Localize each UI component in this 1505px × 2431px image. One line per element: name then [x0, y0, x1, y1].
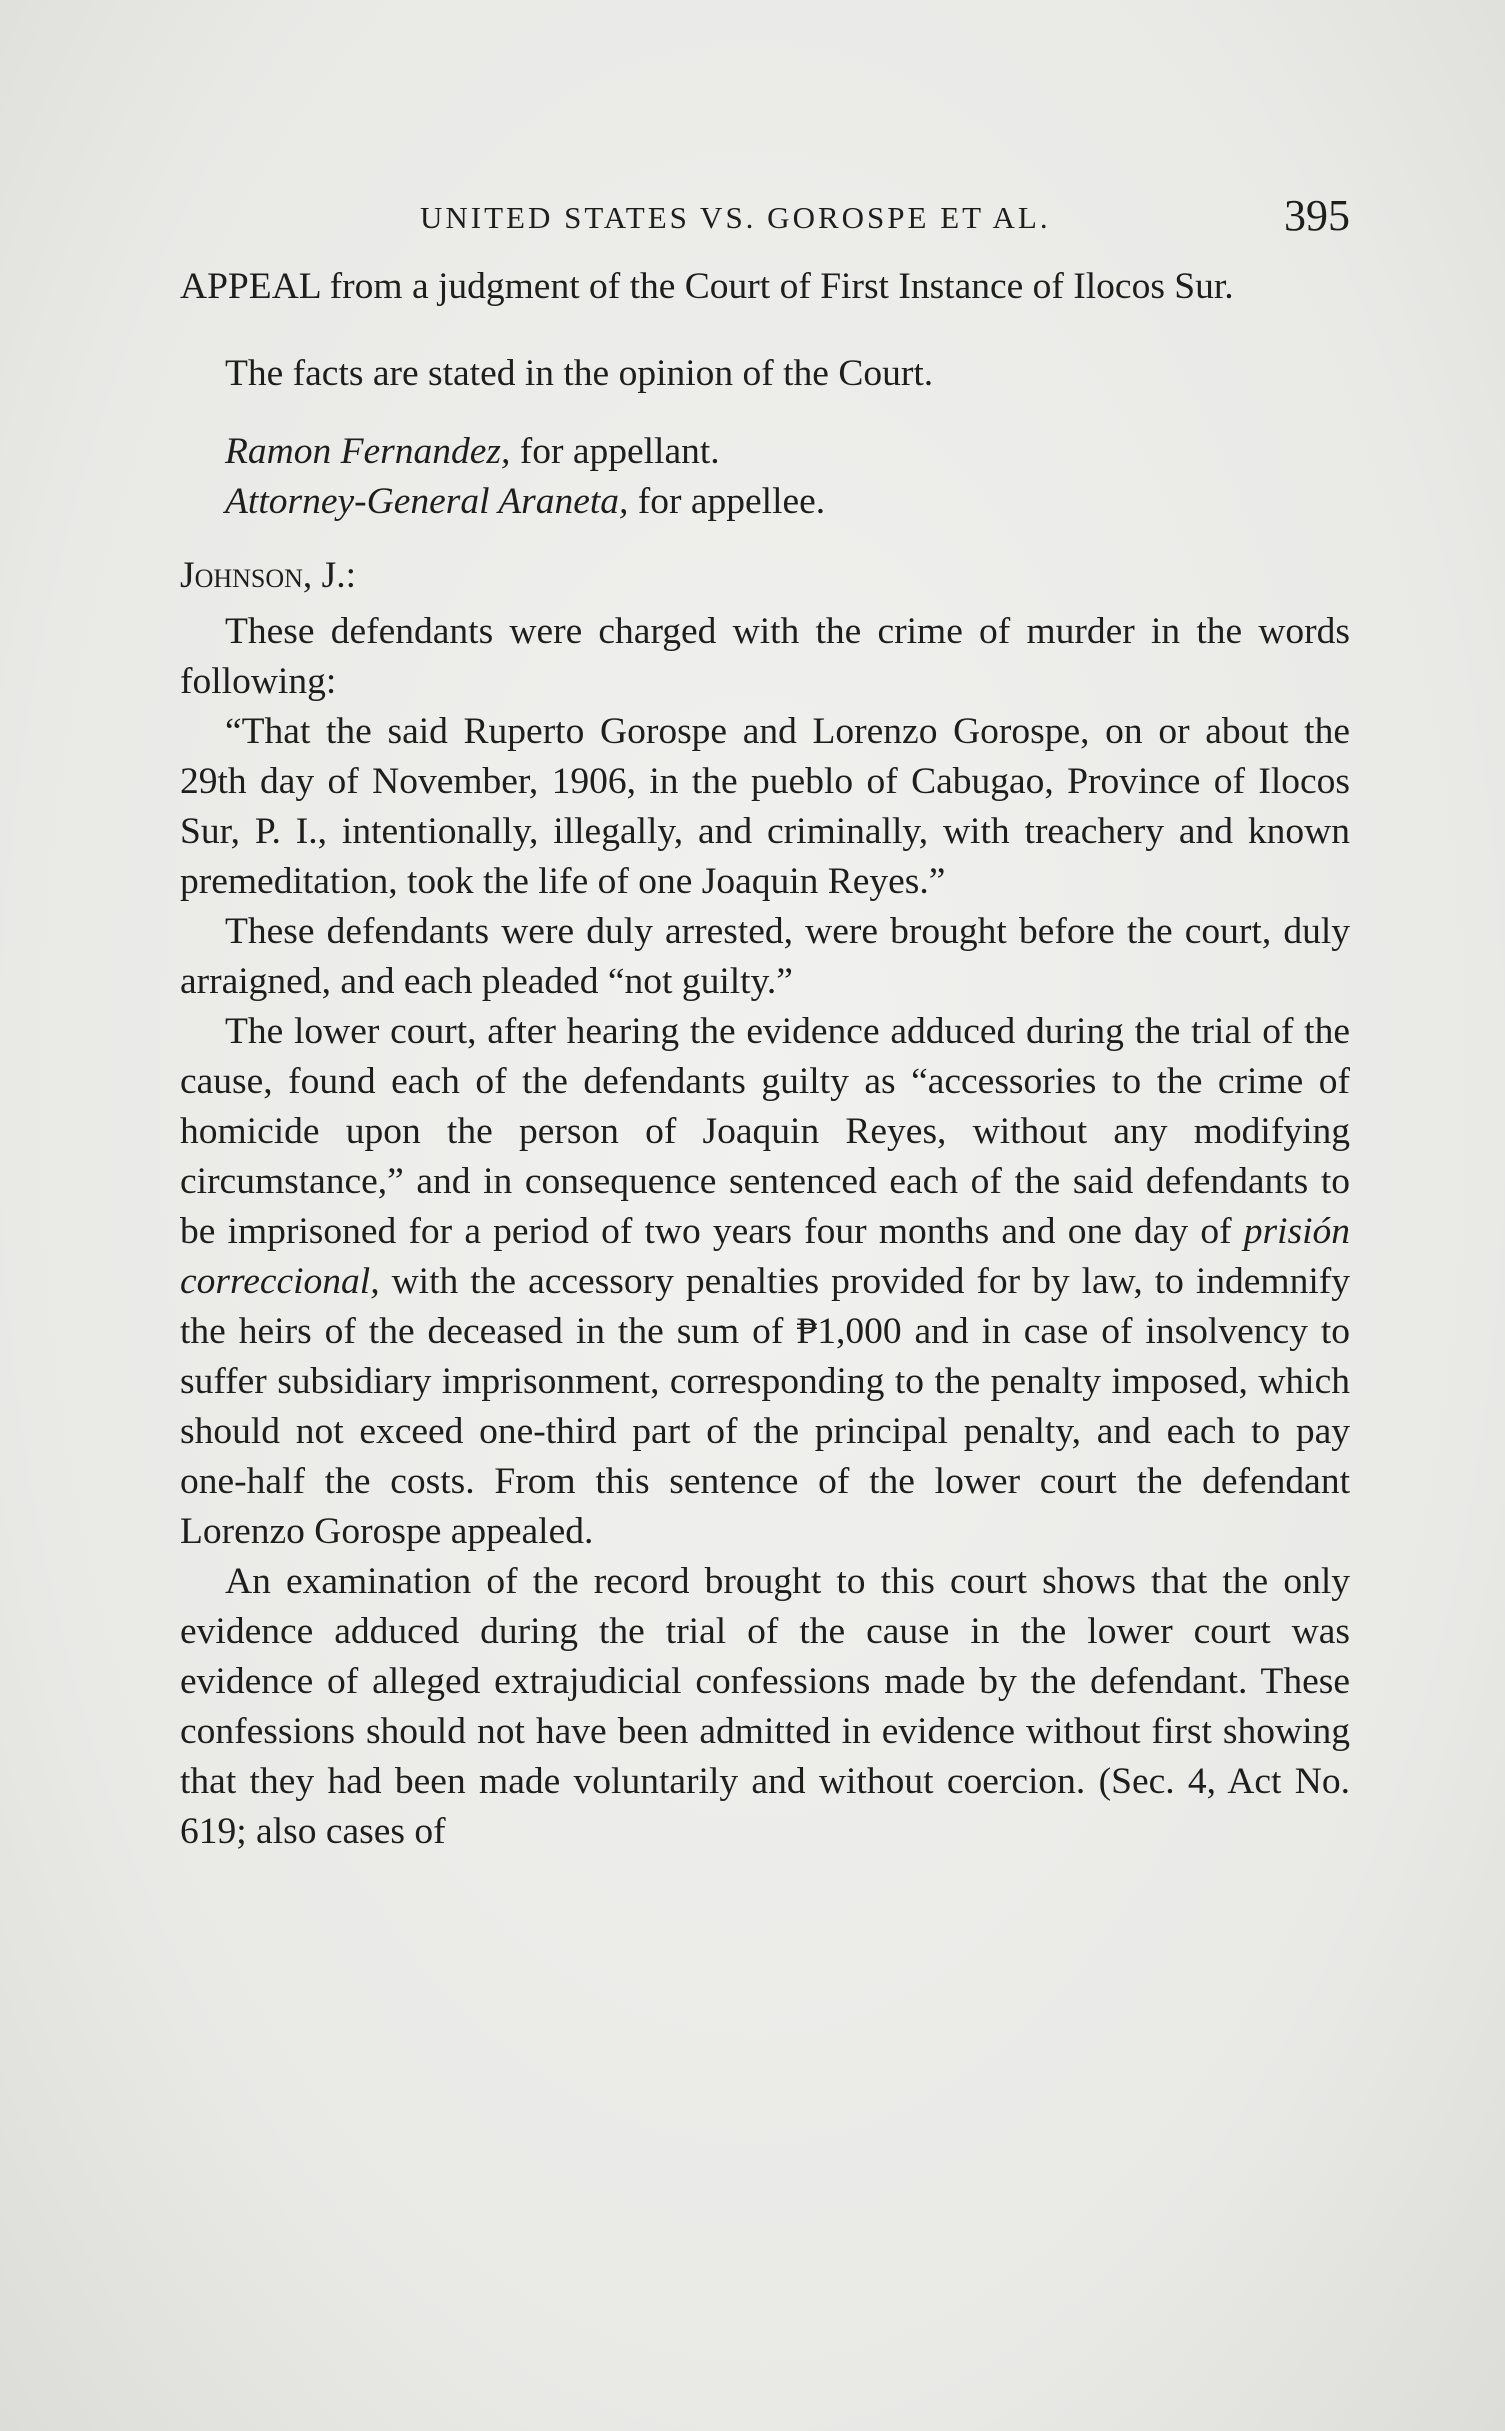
lower-court-italic: prisión correccional,: [180, 1211, 1351, 1302]
page-body: [180, 262, 1350, 1857]
counsel-appellee: [180, 477, 1350, 527]
lower-court-text-a: The lower court, after hearing the evidence adduced during the trial of the cause, found each of the defendants guilty as “accessories to the crime of homicide upon the person of Joaquin Reyes, without any modifying circumstance,” and in consequence sentenced each of the said defendants to be imprisoned for a period of two years four months and one day of: [180, 1011, 1350, 1252]
lower-court-text-b: with the accessory penalties provided for by law, to indemnify the heirs of the deceased in the sum of ₱1,000 and in case of insolvency to suffer subsidiary imprisonment, corresponding to the penalty imposed, which should not exceed one-third part of the principal penalty, and each to pay one-half the costs. From this sentence of the lower court the defendant Lorenzo Gorospe appealed.: [180, 1261, 1350, 1552]
paragraph-arraignment: These defendants were duly arrested, were brought before the court, duly arraigned, and each pleaded “not guilty.”: [180, 911, 1350, 1002]
paragraph-charge: These defendants were charged with the crime of murder in the words following:: [180, 611, 1350, 702]
counsel-appellee-name: Attorney-General Araneta,: [225, 481, 629, 522]
paragraph-lower-court: [180, 1007, 1350, 1557]
facts-line: The facts are stated in the opinion of the Court.: [225, 353, 934, 394]
appeal-line: APPEAL from a judgment of the Court of First Instance of Ilocos Sur.: [180, 266, 1234, 307]
counsel-appellant-name: Ramon Fernandez,: [225, 431, 511, 472]
counsel-appellant: [180, 427, 1350, 477]
judge-name: Johnson, J.:: [180, 555, 357, 596]
paragraph-examination: An examination of the record brought to this court shows that the only evidence adduced during the trial of the cause in the lower court was evidence of alleged extrajudicial confessions made by the defendant. These confessions should not have been admitted in evidence without first showing that they had been made voluntarily and without coercion. (Sec. 4, Act No. 619; also cases of: [180, 1561, 1350, 1852]
counsel-appellant-role: for appellant.: [519, 431, 720, 472]
counsel-appellee-role: for appellee.: [637, 481, 826, 522]
running-head: UNITED STATES VS. GOROSPE ET AL.: [420, 200, 1051, 235]
page-header: [180, 190, 1350, 250]
page-number: 395: [1284, 191, 1350, 240]
paragraph-information-quote: “That the said Ruperto Gorospe and Lorenzo Gorospe, on or about the 29th day of November, 1906, in the pueblo of Cabugao, Province of Ilocos Sur, P. I., intentionally, illegally, and criminally, with treachery and known premeditation, took the life of one Joaquin Reyes.”: [180, 711, 1350, 902]
